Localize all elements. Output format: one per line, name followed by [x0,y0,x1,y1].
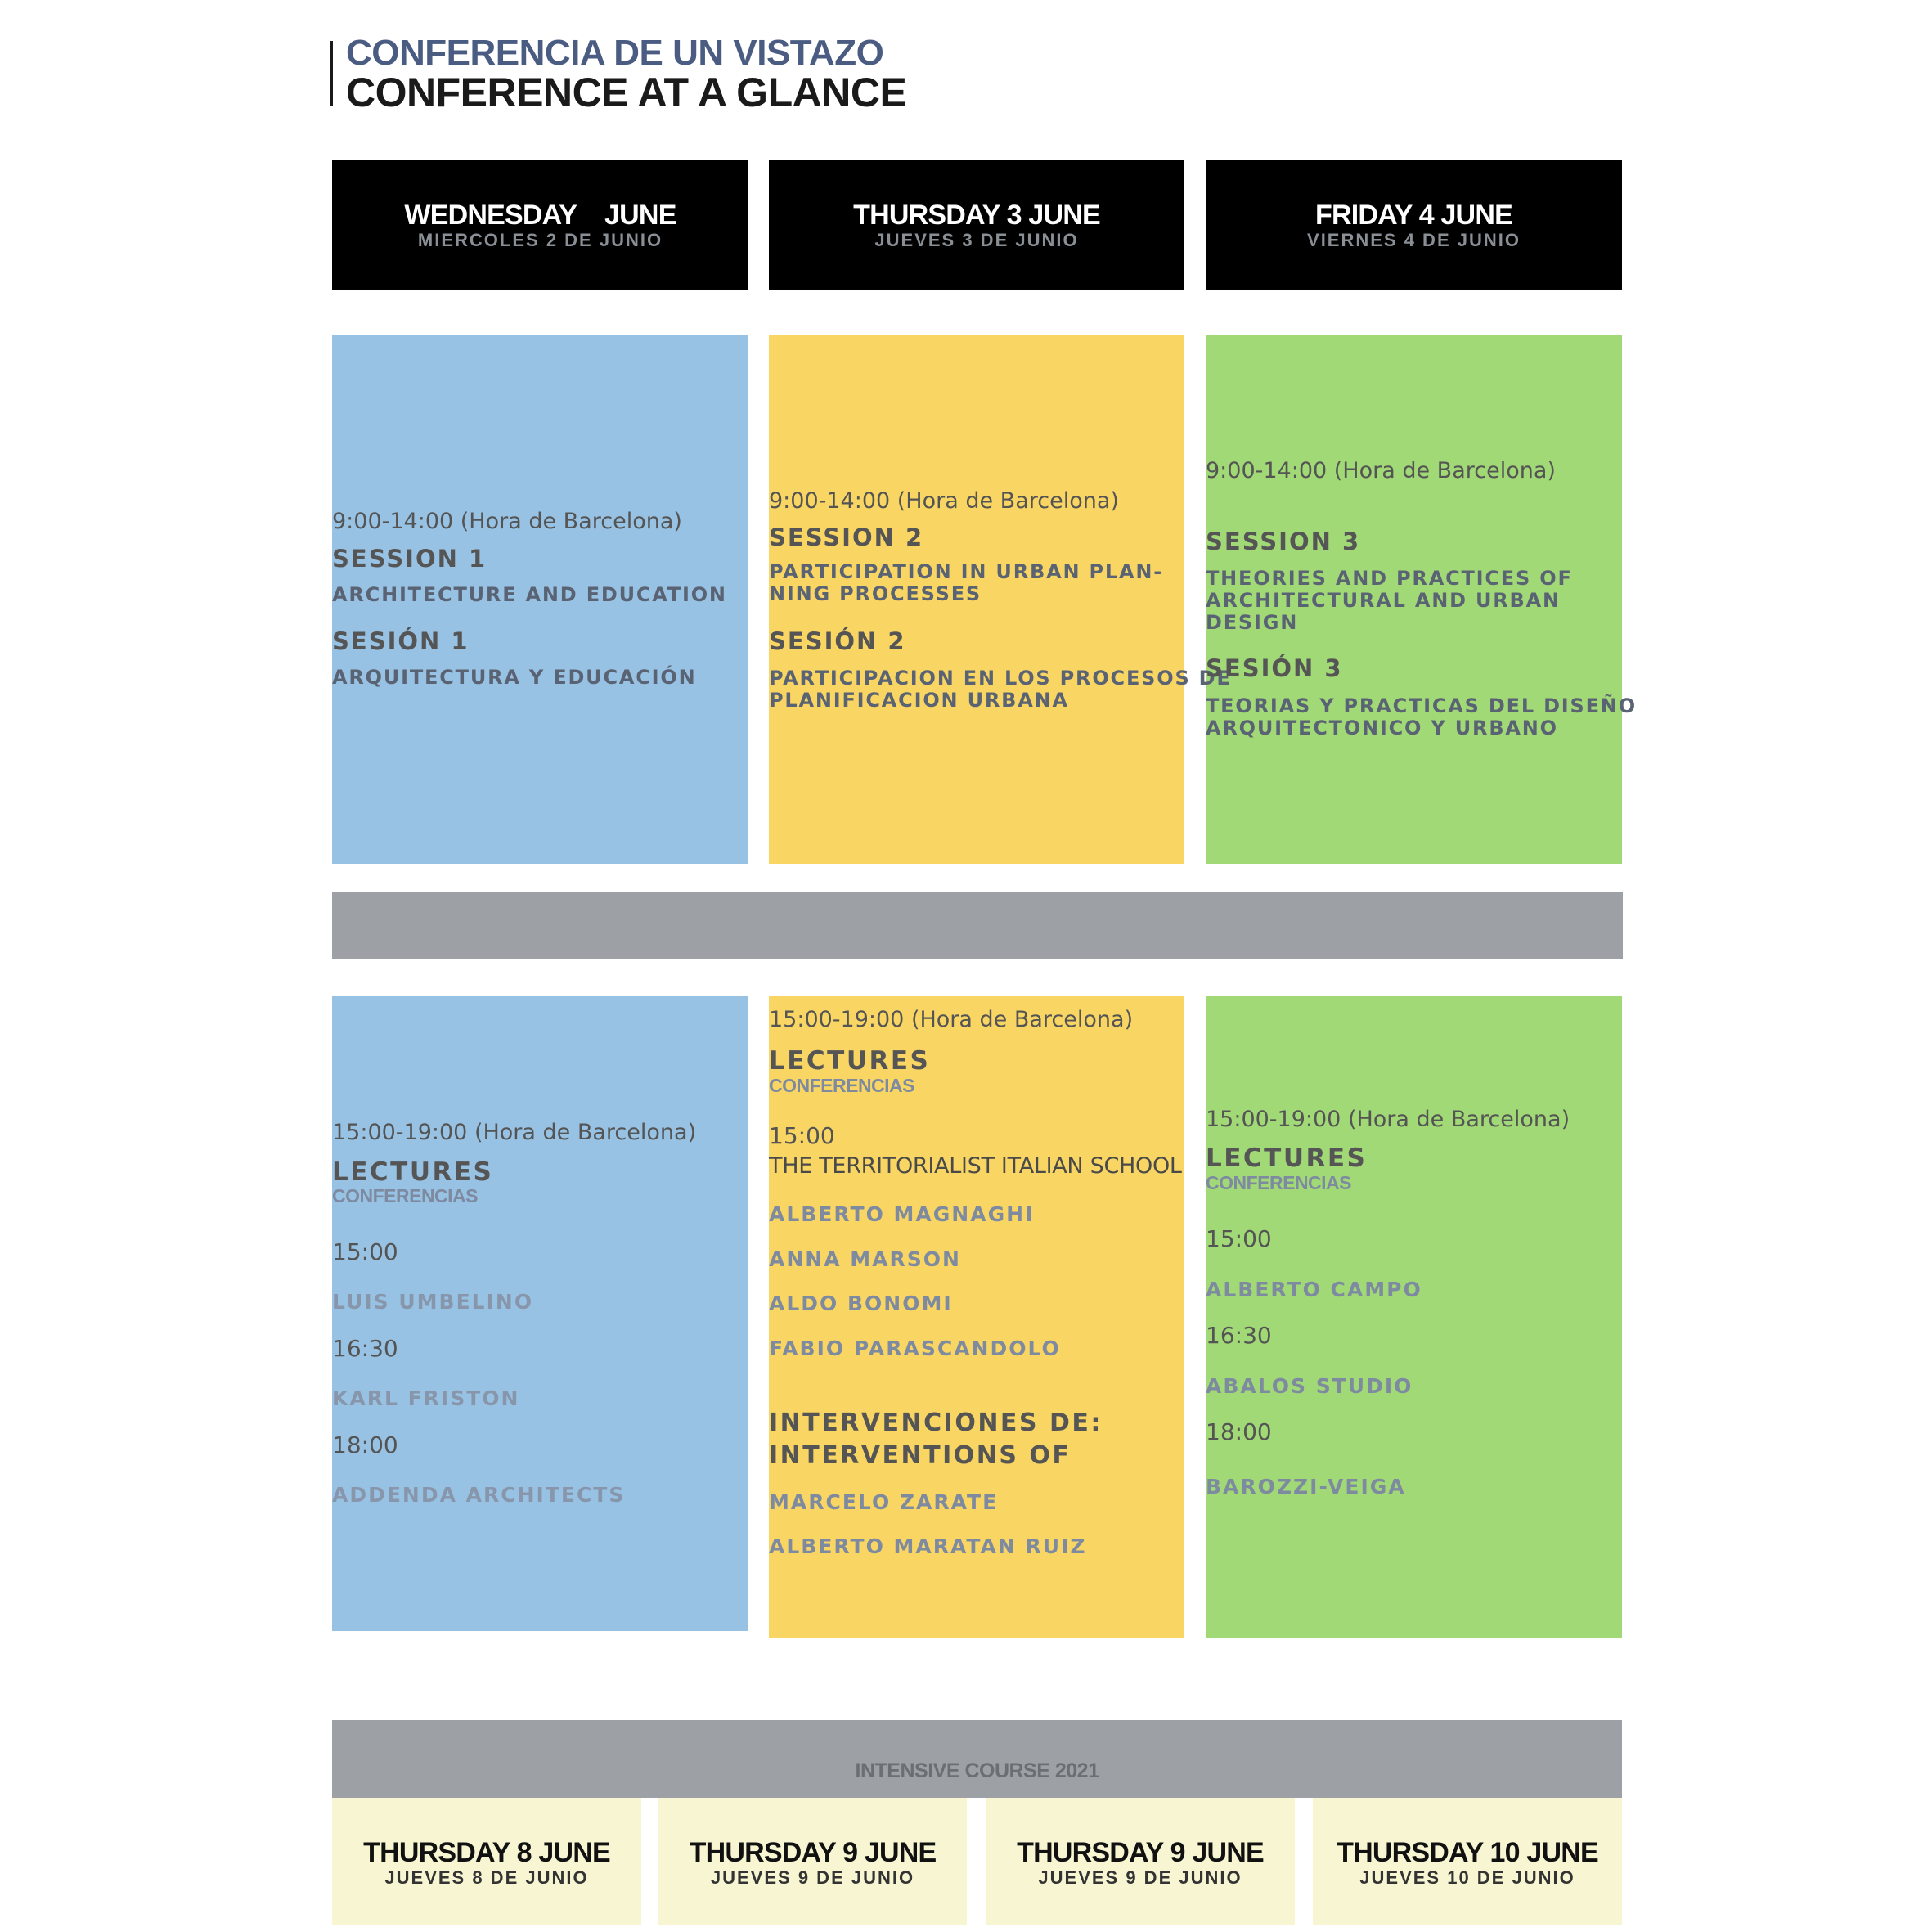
day-header-friday [1206,160,1622,290]
lecture-hour: 16:30 [1206,1322,1272,1349]
afternoon-block-friday [1206,996,1622,1638]
session-title: SESSION 1 [332,545,487,573]
course-day-title: THURSDAY 8 JUNE [363,1837,610,1868]
lecture-time: 15:00-19:00 (Hora de Barcelona) [769,1007,1134,1032]
lecture-hour: 15:00 [332,1238,398,1265]
session-topic-spanish-line: TEORIAS Y PRACTICAS DEL DISEÑO [1206,694,1637,717]
intensive-course-bar [332,1720,1622,1798]
lecture-hour: 15:00 [1206,1225,1272,1252]
day-header-subtitle: MIERCOLES 2 DE JUNIO [417,230,663,250]
session-topic: ARCHITECTURE AND EDUCATION [332,583,727,606]
day-header-title: THURSDAY 3 JUNE [853,200,1100,231]
break-divider [332,892,1623,959]
lecture-time: 15:00-19:00 (Hora de Barcelona) [1206,1107,1570,1132]
lectures-heading-spanish: CONFERENCIAS [332,1185,479,1206]
lectures-heading: LECTURES [1206,1143,1368,1173]
session-title-spanish: SESIÓN 3 [1206,654,1343,682]
lectures-heading-spanish: CONFERENCIAS [1206,1172,1352,1193]
lecture-speaker: ALBERTO MAGNAGHI [769,1202,1035,1226]
session-title: SESSION 2 [769,523,924,551]
lecture-speaker: ALDO BONOMI [769,1292,953,1315]
day-header-wednesday [332,160,748,290]
lectures-heading: LECTURES [769,1046,931,1076]
day-header-thursday [769,160,1184,290]
lecture-speaker: ANNA MARSON [769,1247,961,1271]
lecture-time: 15:00-19:00 (Hora de Barcelona) [332,1120,697,1145]
session-topic-line: ARCHITECTURAL AND URBAN [1206,589,1561,612]
intensive-course-label: INTENSIVE COURSE 2021 [855,1759,1099,1782]
session-topic-spanish-line: ARQUITECTONICO Y URBANO [1206,717,1558,739]
course-day-title: THURSDAY 10 JUNE [1337,1837,1598,1868]
lecture-speaker: LUIS UMBELINO [332,1290,534,1314]
course-day-subtitle: JUEVES 10 DE JUNIO [1359,1867,1575,1888]
lecture-speaker: ALBERTO CAMPO [1206,1278,1422,1301]
day-header-title: WEDNESDAY JUNE [404,200,676,231]
day-header-subtitle: JUEVES 3 DE JUNIO [874,230,1079,250]
session-topic-spanish-line: PARTICIPACION EN LOS PROCESOS DE [769,667,1232,690]
day-header-subtitle: VIERNES 4 DE JUNIO [1307,230,1521,250]
session-topic-line: THEORIES AND PRACTICES OF [1206,567,1573,590]
page-title: CONFERENCE AT A GLANCE [346,70,907,115]
session-title-spanish: SESIÓN 2 [769,627,906,655]
session-title: SESSION 3 [1206,528,1361,555]
course-day-card [332,1798,641,1925]
lecture-hour: 16:30 [332,1335,398,1362]
interventions-heading: INTERVENTIONS OF [769,1441,1072,1470]
course-day-card [658,1798,967,1925]
afternoon-block-wednesday [332,996,748,1631]
page-title-spanish: CONFERENCIA DE UN VISTAZO [346,33,884,73]
course-day-title: THURSDAY 9 JUNE [1017,1837,1264,1868]
lecture-speaker: FABIO PARASCANDOLO [769,1337,1061,1360]
intervention-speaker: MARCELO ZARATE [769,1490,999,1514]
session-topic-line: NING PROCESSES [769,582,982,605]
course-day-title: THURSDAY 9 JUNE [689,1837,937,1868]
lecture-speaker: BAROZZI-VEIGA [1206,1475,1406,1498]
title-accent-bar [330,41,333,106]
lectures-heading-spanish: CONFERENCIAS [769,1075,915,1096]
course-day-card [1313,1798,1622,1925]
session-time: 9:00-14:00 (Hora de Barcelona) [1206,458,1556,483]
lecture-speaker: ADDENDA ARCHITECTS [332,1483,626,1507]
session-topic-spanish-line: PLANIFICACION URBANA [769,689,1069,712]
lecture-speaker: ABALOS STUDIO [1206,1374,1413,1398]
course-day-subtitle: JUEVES 8 DE JUNIO [384,1867,589,1888]
lectures-heading: LECTURES [332,1157,494,1187]
session-title-spanish: SESIÓN 1 [332,627,470,655]
lecture-hour: 18:00 [332,1431,398,1458]
session-topic-line: PARTICIPATION IN URBAN PLAN- [769,560,1164,583]
lecture-speaker: KARL FRISTON [332,1386,520,1410]
course-day-subtitle: JUEVES 9 DE JUNIO [710,1867,915,1888]
interventions-heading-spanish: INTERVENCIONES DE: [769,1409,1103,1437]
course-day-subtitle: JUEVES 9 DE JUNIO [1038,1867,1242,1888]
course-day-card [986,1798,1295,1925]
day-header-title: FRIDAY 4 JUNE [1315,200,1512,231]
session-topic-line: DESIGN [1206,611,1299,634]
intervention-speaker: ALBERTO MARATAN RUIZ [769,1534,1087,1558]
lecture-hour: 18:00 [1206,1418,1272,1445]
session-topic-spanish: ARQUITECTURA Y EDUCACIÓN [332,666,697,689]
session-time: 9:00-14:00 (Hora de Barcelona) [332,509,682,534]
session-time: 9:00-14:00 (Hora de Barcelona) [769,488,1119,514]
lecture-topic: THE TERRITORIALIST ITALIAN SCHOOL [769,1153,1182,1179]
lecture-hour: 15:00 [769,1122,835,1149]
